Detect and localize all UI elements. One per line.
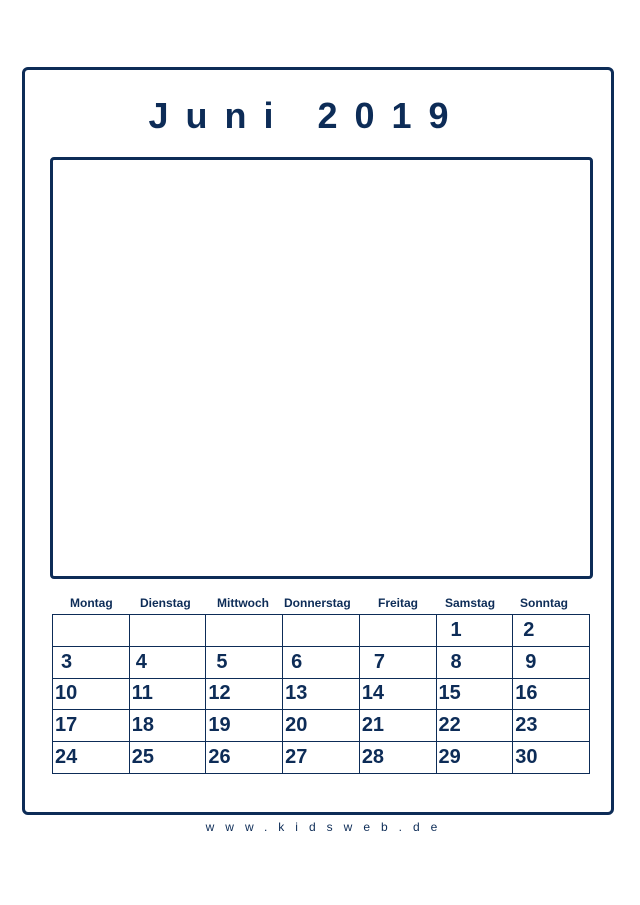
weekday-label: Freitag [378, 596, 419, 610]
day-number: 5 [216, 650, 228, 673]
day-cell [53, 710, 130, 742]
day-cell [53, 615, 130, 647]
day-number: 3 [61, 650, 73, 673]
day-number: 23 [515, 714, 538, 737]
day-cell [206, 615, 283, 647]
day-cell [436, 615, 513, 647]
photo-placeholder-box [50, 157, 593, 579]
day-number: 25 [131, 746, 154, 769]
day-number: 28 [361, 746, 385, 769]
day-cell [53, 678, 130, 710]
day-cell [129, 742, 206, 774]
weekday-label: Mittwoch [217, 596, 269, 610]
day-cell [283, 615, 360, 647]
day-cell [436, 710, 513, 742]
day-number: 26 [208, 746, 231, 769]
calendar-title: Juni 2019 [148, 95, 466, 136]
day-number: 30 [515, 746, 538, 769]
footer-url: www.kidsweb.de [205, 820, 449, 834]
day-number: 14 [361, 682, 385, 705]
day-cell [129, 646, 206, 678]
day-cell [283, 742, 360, 774]
day-number: 18 [131, 714, 154, 737]
weekday-label: Sonntag [520, 596, 568, 610]
day-cell [436, 742, 513, 774]
day-cell [359, 742, 436, 774]
weekday-label: Montag [70, 596, 113, 610]
day-number: 20 [285, 714, 308, 737]
day-number: 17 [55, 714, 78, 737]
day-number: 27 [285, 746, 308, 769]
week-row [53, 646, 590, 678]
day-cell [129, 710, 206, 742]
week-row [53, 710, 590, 742]
day-cell [53, 646, 130, 678]
day-number: 11 [131, 682, 153, 705]
day-cell [206, 742, 283, 774]
day-number: 15 [438, 682, 461, 705]
day-cell [513, 742, 590, 774]
day-number: 7 [373, 650, 385, 673]
day-number: 12 [208, 682, 231, 705]
day-cell [206, 646, 283, 678]
day-number: 21 [361, 714, 385, 737]
day-number: 29 [438, 746, 461, 769]
day-cell [513, 646, 590, 678]
day-cell [129, 678, 206, 710]
day-number: 1 [450, 618, 462, 641]
day-cell [359, 646, 436, 678]
day-number: 24 [55, 746, 78, 769]
week-row [53, 678, 590, 710]
day-number: 8 [450, 650, 462, 673]
day-cell [513, 710, 590, 742]
day-cell [513, 678, 590, 710]
day-number: 16 [515, 682, 538, 705]
day-cell [436, 678, 513, 710]
day-cell [359, 615, 436, 647]
weekday-label: Samstag [445, 596, 496, 610]
day-number: 10 [55, 682, 78, 705]
day-number: 6 [291, 650, 303, 673]
weekday-header-row [52, 596, 590, 612]
day-number: 13 [285, 682, 308, 705]
weekday-label: Dienstag [140, 596, 191, 610]
calendar-grid [52, 614, 590, 774]
day-number: 2 [523, 618, 535, 641]
day-cell [513, 615, 590, 647]
day-cell [359, 710, 436, 742]
day-number: 4 [135, 650, 147, 673]
day-number: 22 [438, 714, 461, 737]
day-number: 9 [525, 650, 537, 673]
day-number: 19 [208, 714, 231, 737]
day-cell [283, 646, 360, 678]
day-cell [206, 678, 283, 710]
week-row [53, 742, 590, 774]
day-cell [359, 678, 436, 710]
day-cell [283, 678, 360, 710]
day-cell [436, 646, 513, 678]
week-row [53, 615, 590, 647]
weekday-label: Donnerstag [284, 596, 351, 610]
day-cell [206, 710, 283, 742]
day-cell [53, 742, 130, 774]
day-cell [129, 615, 206, 647]
day-cell [283, 710, 360, 742]
